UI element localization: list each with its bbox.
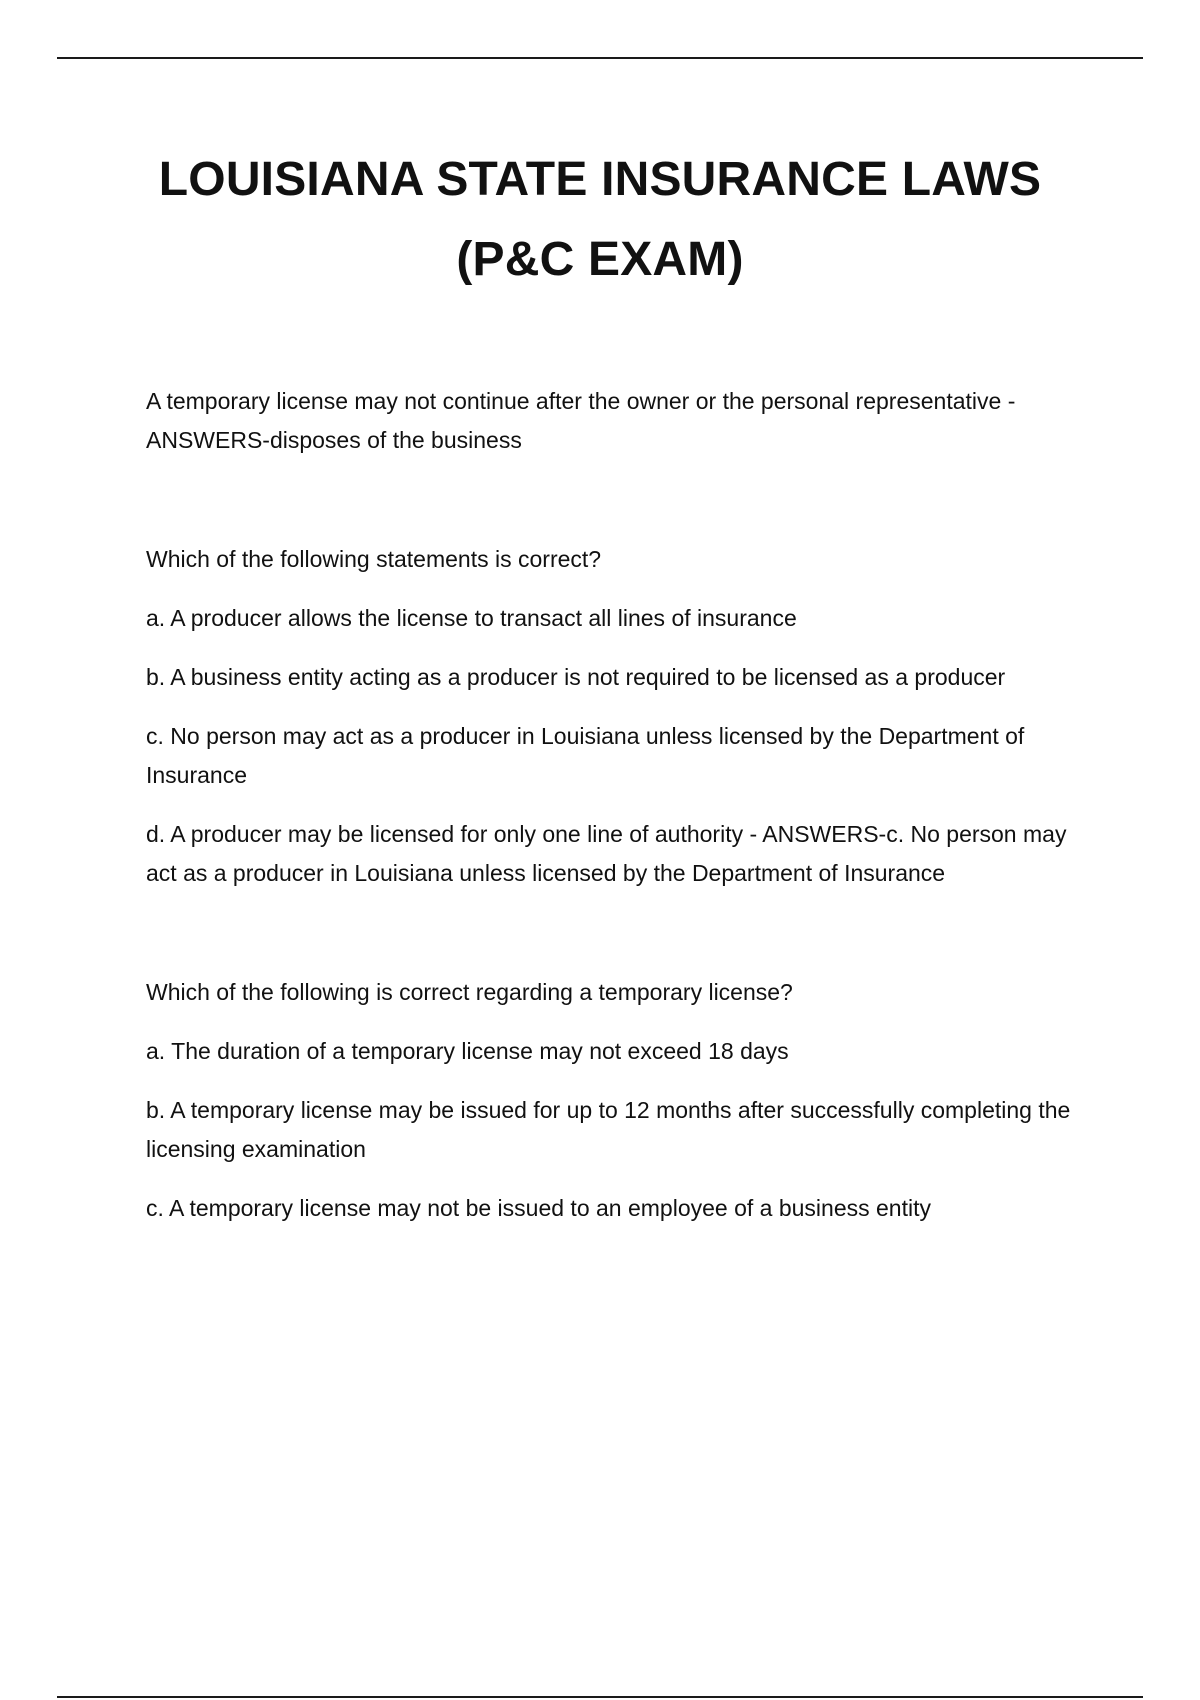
question-3-option-c: c. A temporary license may not be issued to an employee of a business entity [146, 1195, 931, 1221]
question-2-option-d: d. A producer may be licensed for only one line of authority - ANSWERS-c. No person may act as a producer in Louisiana unless licensed by the Department of Insurance [146, 821, 1067, 886]
question-2: Which of the following statements is correct? [146, 546, 602, 572]
footer-rule [57, 1696, 1143, 1698]
question-2-option-c: c. No person may act as a producer in Louisiana unless licensed by the Department of Insurance [146, 723, 1025, 788]
title-line-2: (P&C EXAM) [456, 233, 744, 286]
question-2-option-b: b. A business entity acting as a producer is not required to be licensed as a producer [146, 664, 1006, 690]
question-3-option-b: b. A temporary license may be issued for up to 12 months after successfully completing the licensing examination [146, 1097, 1071, 1162]
question-2-option-a: a. A producer allows the license to transact all lines of insurance [146, 605, 797, 631]
answer-item-1: A temporary license may not continue after the owner or the personal representative - ANSWERS-disposes of the business [146, 388, 1016, 453]
header-rule [57, 57, 1143, 59]
title-line-1: LOUISIANA STATE INSURANCE LAWS [158, 153, 1042, 206]
question-3-option-a: a. The duration of a temporary license may not exceed 18 days [146, 1038, 789, 1064]
document-body [146, 382, 1086, 1248]
question-3: Which of the following is correct regarding a temporary license? [146, 979, 793, 1005]
page-title [0, 140, 1200, 300]
